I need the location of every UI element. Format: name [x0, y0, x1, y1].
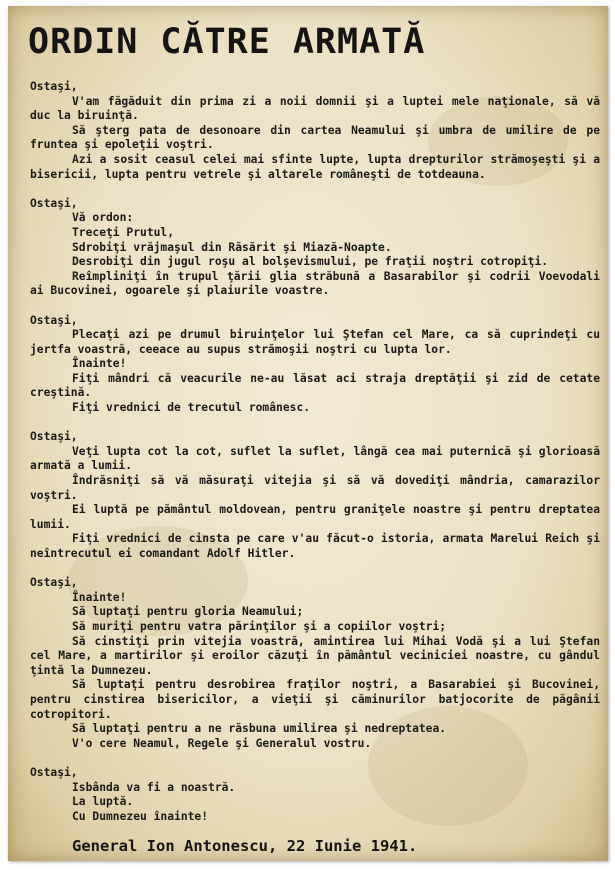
order-paragraph: Isbânda va fi a noastră.: [72, 780, 236, 794]
salutation: Ostaşi,: [30, 765, 78, 779]
order-paragraph: Fiţi mândri că veacurile ne-au lăsat aci straja dreptăţii şi zid de cetate creştină.: [30, 371, 600, 400]
order-section: [30, 80, 600, 182]
order-paragraph: Sdrobiţi vrăjmaşul din Răsărit şi Miază-Noapte.: [72, 240, 392, 254]
order-paragraph: Să muriţi pentru vatra părinţilor şi a copiilor voştri;: [72, 619, 447, 633]
salutation: Ostaşi,: [30, 430, 78, 444]
order-paragraph: Să cinstiţi prin vitejia voastră, amintirea lui Mihai Vodă şi a lui Ştefan cel Mare, a martirilor şi eroilor căzuţi în pământul veciniciei noastre, cu gândul ţintă la Dumnezeu.: [30, 634, 600, 677]
order-paragraph: V'am făgăduit din prima zi a noii domnii şi a luptei mele naţionale, să vă duc la biruinţă.: [30, 94, 600, 123]
order-section: [30, 314, 600, 416]
signature: General Ion Antonescu, 22 Iunie 1941.: [72, 837, 418, 855]
order-paragraph: Înainte!: [72, 357, 127, 371]
order-paragraph: Fiţi vrednici de cinsta pe care v'au făcut-o istoria, armata Marelui Reich şi neîntrecutul ei comandant Adolf Hitler.: [30, 532, 600, 560]
order-paragraph: Treceţi Prutul,: [72, 225, 175, 239]
order-paragraph: Vă ordon:: [72, 211, 134, 225]
document-page: [8, 6, 608, 861]
order-paragraph: Desrobiţi din jugul roşu al bolşevismului, pe fraţii noştri cotropiţi.: [72, 255, 549, 269]
salutation: Ostaşi,: [30, 196, 78, 210]
document-title: ORDIN CĂTRE ARMATĂ: [28, 22, 426, 62]
order-paragraph: Să luptaţi pentru a ne răsbuna umilirea şi nedreptatea.: [72, 722, 447, 736]
salutation: Ostaşi,: [30, 576, 78, 590]
order-paragraph: Reîmpliniţi în trupul ţării glia străbună a Basarabilor şi codrii Voevodali ai Bucovinei, ogoarele şi plaiurile voastre.: [30, 269, 600, 298]
order-paragraph: Cu Dumnezeu înainte!: [72, 809, 209, 823]
order-paragraph: Fiţi vrednici de trecutul românesc.: [72, 401, 311, 415]
order-section: [30, 430, 600, 561]
order-paragraph: Înainte!: [72, 590, 127, 604]
order-section: [30, 576, 600, 751]
order-paragraph: V'o cere Neamul, Regele şi Generalul vostru.: [72, 736, 372, 750]
salutation: Ostaşi,: [30, 80, 78, 93]
salutation: Ostaşi,: [30, 313, 78, 327]
order-paragraph: Să luptaţi pentru desrobirea fraţilor noştri, a Basarabiei şi Bucovinei, pentru cinstirea bisericilor, a vieţii şi căminurilor batjocorite de păgânii cotropitori.: [30, 678, 600, 721]
order-paragraph: Azi a sosit ceasul celei mai sfinte lupte, lupta drepturilor strămoşeşti şi a bisericii, lupta pentru vetrele şi altarele româneşti de totdeauna.: [30, 152, 600, 181]
order-paragraph: Îndrăsniţi să vă măsuraţi vitejia şi să vă dovediţi mândria, camarazilor voştri.: [30, 474, 600, 502]
order-paragraph: La luptă.: [72, 795, 134, 809]
order-paragraph: Să şterg pata de desonoare din cartea Neamului şi umbra de umilire de pe fruntea şi epoleţii voştri.: [30, 123, 600, 152]
order-paragraph: Plecaţi azi pe drumul biruinţelor lui Ştefan cel Mare, ca să cuprindeţi cu jertfa voastră, ceeace au supus strămoşii noştri cu lupta lor.: [30, 328, 600, 356]
order-section: [30, 197, 600, 299]
order-paragraph: Ei luptă pe pământul moldovean, pentru graniţele noastre şi pentru dreptatea lumii.: [30, 503, 600, 531]
order-paragraph: Veţi lupta cot la cot, suflet la suflet, lângă cea mai puternică şi glorioasă armată a lumii.: [30, 444, 600, 473]
order-body: [30, 80, 600, 839]
order-section: [30, 766, 600, 824]
order-paragraph: Să luptaţi pentru gloria Neamului;: [72, 605, 304, 619]
